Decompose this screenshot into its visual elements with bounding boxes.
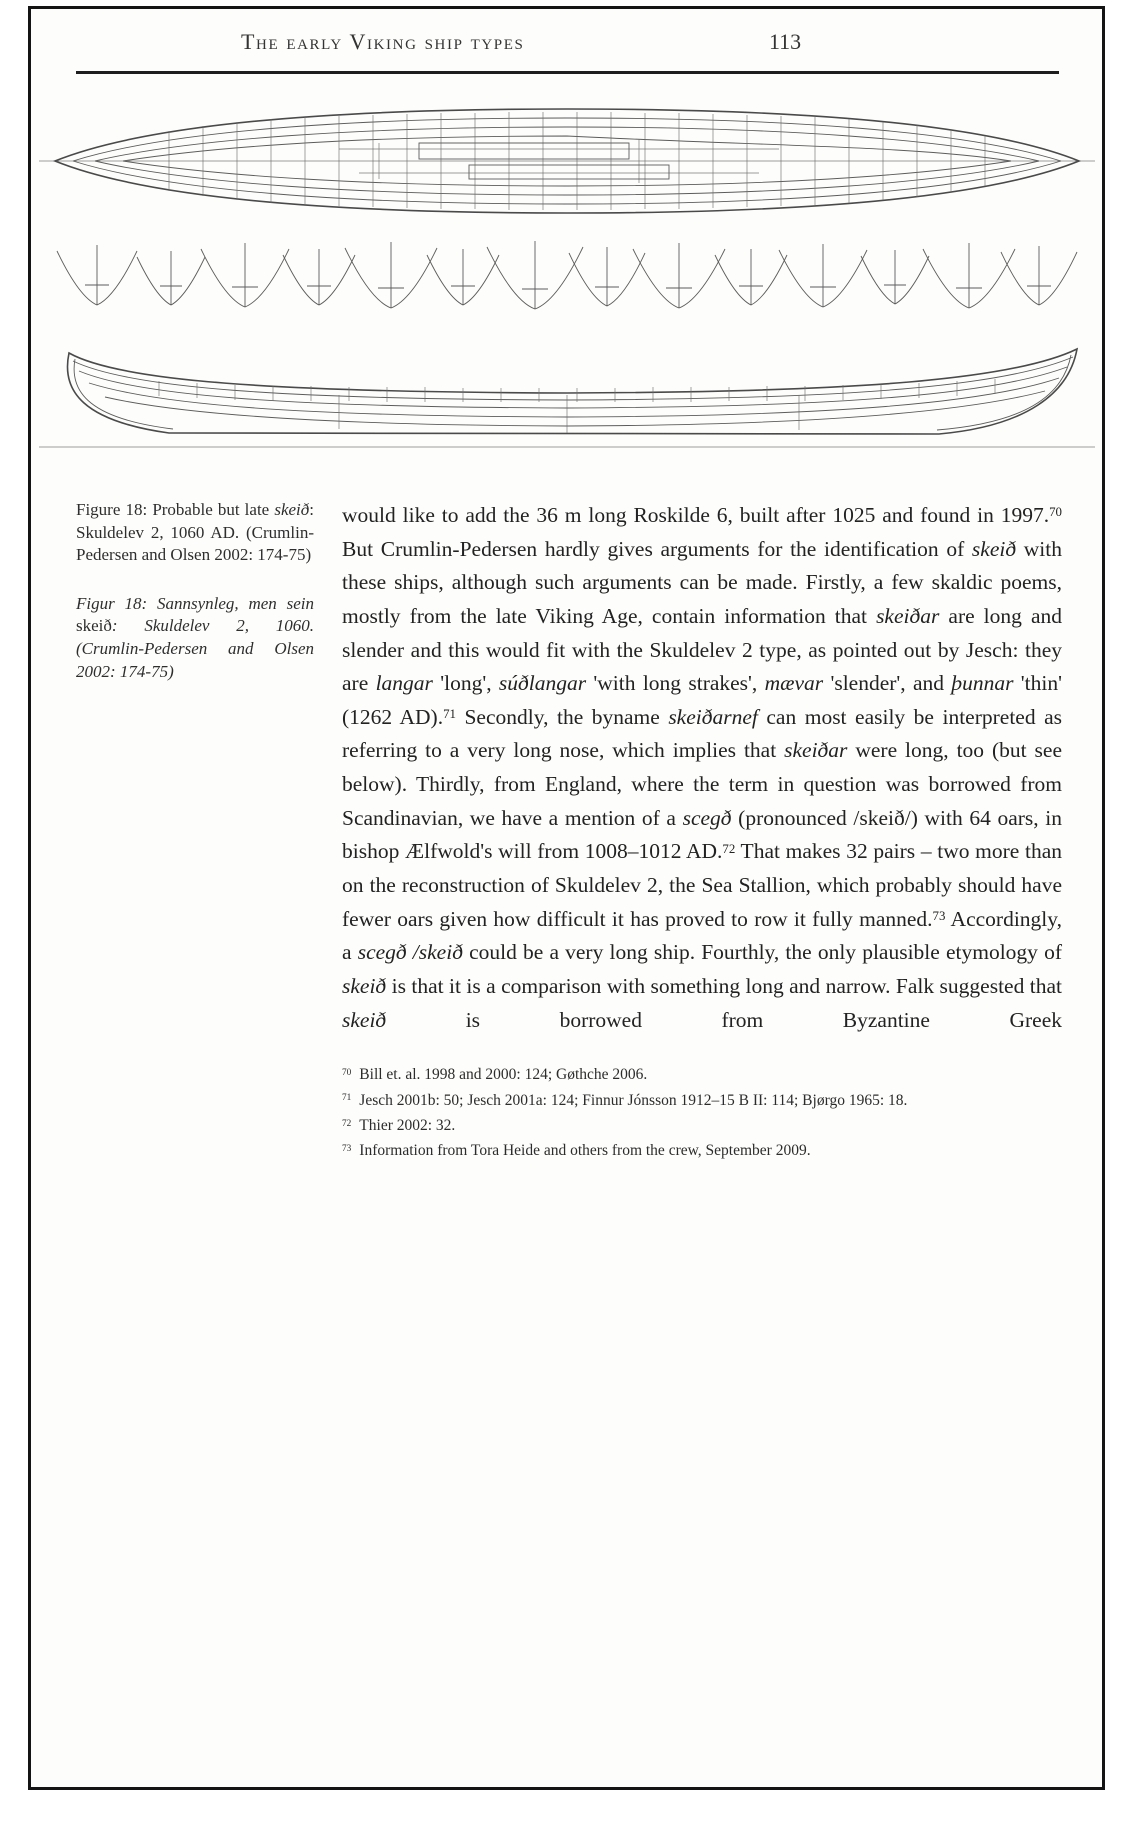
footnote-73 (342, 1139, 1062, 1162)
ship-plan-view-drawing (39, 109, 1095, 213)
footnote-text: Jesch 2001b: 50; Jesch 2001a: 124; Finnur Jónsson 1912–15 B II: 114; Bjørgo 1965: 18. (359, 1091, 908, 1109)
footnote-70 (342, 1063, 1062, 1086)
ship-cross-sections-drawing (57, 241, 1077, 309)
footnotes-block (342, 1063, 1062, 1162)
running-head-title: The early Viking ship types (241, 29, 525, 54)
body-paragraph: would like to add the 36 m long Roskilde 6, built after 1025 and found in 1997.70 But Crumlin-Pedersen hardly gives arguments for the identification of skeið with these ships, although such arguments can be made. Firstly, a few skaldic poems, mostly from the late Viking Age, contain information that skeiðar are long and slender and this would fit with the Skuldelev 2 type, as pointed out by Jesch: they are langar 'long', súðlangar 'with long strakes', mævar 'slender', and þunnar 'thin' (1262 AD).$^{71}$ Secondly, the byname skeiðarnef can most easily be interpreted as referring to a very long nose, which implies that skeiðar were long, too (but see below). Thirdly, from England, where the term in question was borrowed from Scandinavian, we have a mention of a scegð (pronounced /skeið/) with 64 oars, in bishop Ælfwold's will from 1008–1012 AD.$^{72}$ That makes 32 pairs – two more than on the reconstruction of Skuldelev 2, the Sea Stallion, which probably should have fewer oars given how difficult it has proved to row it fully manned.$^{73}$ Accordingly, a scegð /skeið could be a very long ship. Fourthly, the only plausible etymology of skeið is that it is a comparison with something long and narrow. Falk suggested that skeið is borrowed from Byzantine Greek (342, 503, 1063, 1032)
ship-figure-illustration (39, 99, 1095, 461)
footnote-number: 72 (342, 1118, 352, 1129)
footnote-text: Thier 2002: 32. (359, 1116, 456, 1134)
page-number: 113 (769, 29, 802, 54)
footnote-number: 71 (342, 1093, 352, 1104)
book-page (28, 6, 1105, 1790)
figure-caption-norwegian: Figur 18: Sannsynleg, men sein skeið: Skuldelev 2, 1060. (Crumlin-Pedersen and Olsen 2002: 174-75) (76, 593, 314, 681)
footnote-number: 70 (342, 1068, 352, 1079)
figure-caption-column (76, 499, 314, 1164)
skuldelev2-ship-drawing (39, 99, 1095, 461)
figure-caption-english: Figure 18: Probable but late skeið: Skuldelev 2, 1060 AD. (Crumlin-Pedersen and Olsen 2002: 174-75) (76, 500, 314, 565)
footnote-71 (342, 1089, 1062, 1112)
footnote-72 (342, 1114, 1062, 1137)
footnote-text: Bill et. al. 1998 and 2000: 124; Gøthche 2006. (359, 1066, 648, 1084)
main-text-column (342, 499, 1062, 1164)
header-rule (76, 71, 1059, 74)
ship-side-view-drawing (39, 349, 1095, 447)
footnote-number: 73 (342, 1143, 352, 1154)
two-column-layout (76, 499, 1062, 1164)
footnote-text: Information from Tora Heide and others from the crew, September 2009. (359, 1142, 811, 1159)
